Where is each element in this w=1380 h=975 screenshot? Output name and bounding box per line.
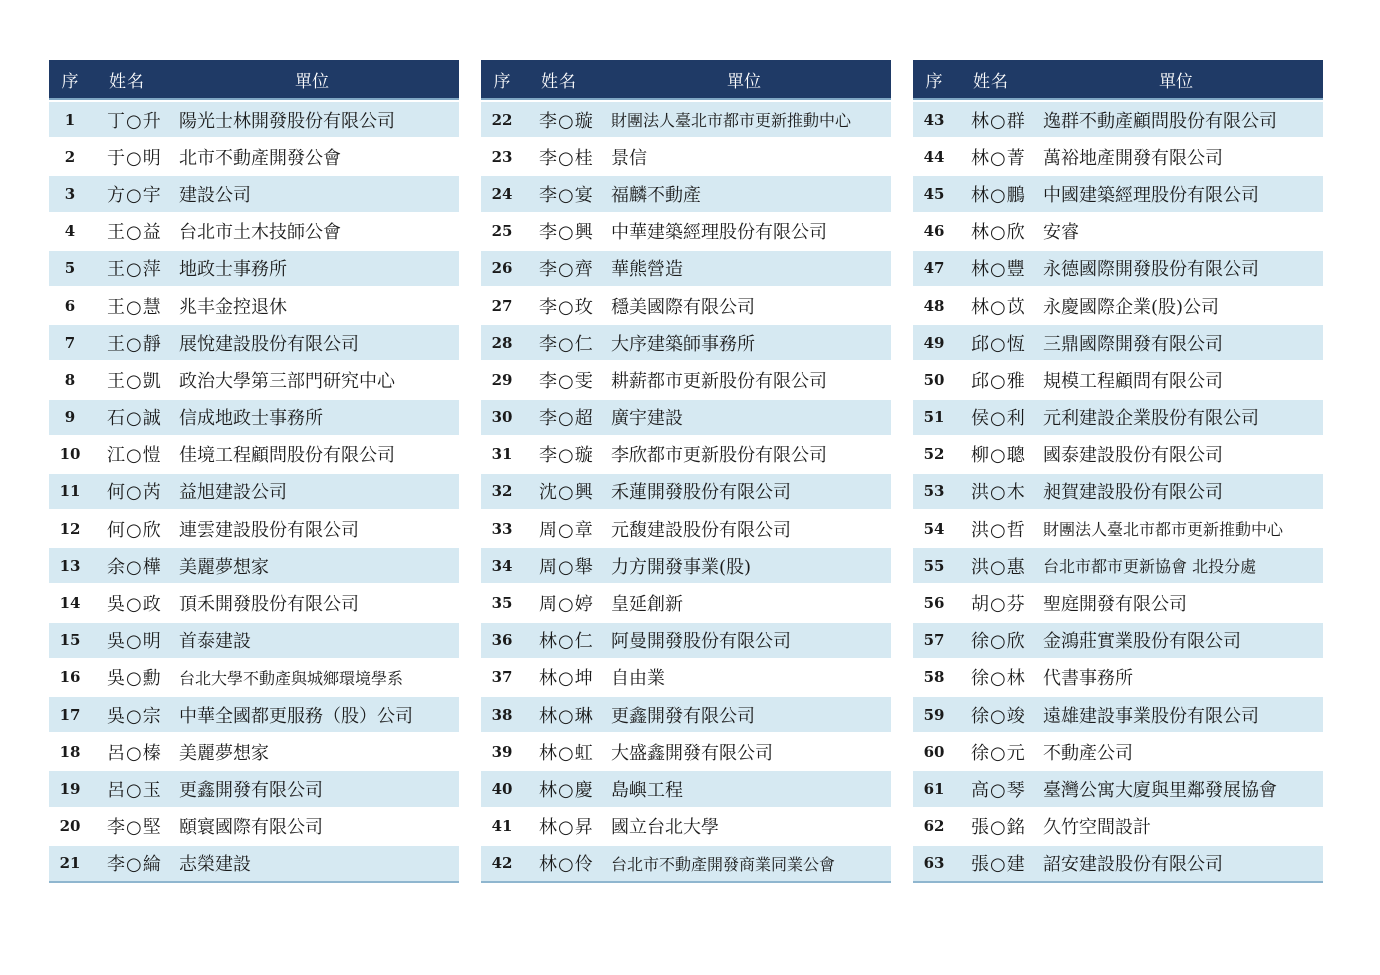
cell-no: 34 xyxy=(491,556,513,575)
cell-name: 洪○哲 xyxy=(971,519,1026,541)
cell-no: 54 xyxy=(923,519,945,538)
cell-name: 呂○玉 xyxy=(107,779,162,801)
cell-no: 8 xyxy=(64,370,76,389)
table-row xyxy=(481,437,891,472)
cell-no: 3 xyxy=(64,184,76,203)
cell-unit: 志榮建設 xyxy=(179,854,251,876)
cell-no: 5 xyxy=(64,259,76,278)
cell-name: 李○堅 xyxy=(107,817,162,839)
cell-no: 9 xyxy=(64,408,76,427)
table-row xyxy=(49,548,459,583)
cell-unit: 展悅建設股份有限公司 xyxy=(179,333,359,355)
cell-no: 45 xyxy=(923,184,945,203)
cell-unit: 福麟不動產 xyxy=(611,184,701,206)
table-row xyxy=(49,771,459,806)
cell-no: 2 xyxy=(64,147,76,166)
table-row xyxy=(913,809,1323,844)
cell-no: 43 xyxy=(923,110,945,129)
cell-no: 13 xyxy=(59,556,81,575)
cell-unit: 陽光士林開發股份有限公司 xyxy=(179,110,395,132)
cell-unit: 美麗夢想家 xyxy=(179,742,269,764)
cell-no: 41 xyxy=(491,817,513,836)
cell-name: 周○舉 xyxy=(539,556,594,578)
cell-name: 王○靜 xyxy=(107,333,162,355)
cell-name: 余○樺 xyxy=(107,556,162,578)
cell-name: 何○欣 xyxy=(107,519,162,541)
cell-no: 21 xyxy=(59,854,81,873)
cell-no: 31 xyxy=(491,445,513,464)
cell-unit: 中華建築經理股份有限公司 xyxy=(611,222,827,244)
cell-unit: 李欣都市更新股份有限公司 xyxy=(611,445,827,467)
cell-unit: 元利建設企業股份有限公司 xyxy=(1043,408,1259,430)
table-row xyxy=(49,139,459,174)
table-row xyxy=(481,176,891,211)
cell-no: 63 xyxy=(923,854,945,873)
cell-no: 29 xyxy=(491,370,513,389)
header-unit: 單位 xyxy=(727,71,761,92)
cell-no: 61 xyxy=(923,779,945,798)
cell-name: 林○鵬 xyxy=(971,184,1026,206)
cell-unit: 禾蓮開發股份有限公司 xyxy=(611,482,791,504)
cell-unit: 美麗夢想家 xyxy=(179,556,269,578)
cell-no: 36 xyxy=(491,631,513,650)
cell-no: 14 xyxy=(59,594,81,613)
cell-name: 李○仁 xyxy=(539,333,594,355)
cell-unit: 台北市都市更新協會 北投分處 xyxy=(1043,557,1257,577)
cell-unit: 大序建築師事務所 xyxy=(611,333,755,355)
cell-unit: 阿曼開發股份有限公司 xyxy=(611,631,791,653)
cell-name: 高○琴 xyxy=(971,779,1026,801)
table-header xyxy=(49,60,459,100)
cell-unit: 兆丰金控退休 xyxy=(179,296,287,318)
cell-name: 李○超 xyxy=(539,408,594,430)
cell-no: 6 xyxy=(64,296,76,315)
table-header xyxy=(481,60,891,100)
table-row xyxy=(913,102,1323,137)
cell-unit: 穩美國際有限公司 xyxy=(611,296,755,318)
cell-name: 林○坤 xyxy=(539,668,594,690)
table-row xyxy=(49,437,459,472)
cell-unit: 廣宇建設 xyxy=(611,408,683,430)
cell-no: 30 xyxy=(491,408,513,427)
table-column-1 xyxy=(49,60,459,883)
cell-unit: 遠雄建設事業股份有限公司 xyxy=(1043,705,1259,727)
cell-unit: 景信 xyxy=(611,147,647,169)
table-row xyxy=(913,771,1323,806)
cell-name: 李○興 xyxy=(539,222,594,244)
table-row xyxy=(913,288,1323,323)
cell-name: 丁○升 xyxy=(107,110,162,132)
cell-name: 張○建 xyxy=(971,854,1026,876)
cell-name: 林○琳 xyxy=(539,705,594,727)
cell-no: 1 xyxy=(64,110,76,129)
cell-no: 51 xyxy=(923,408,945,427)
table-row xyxy=(481,214,891,249)
cell-unit: 聖庭開發有限公司 xyxy=(1043,594,1187,616)
table-row xyxy=(49,325,459,360)
cell-name: 江○愷 xyxy=(107,445,162,467)
cell-no: 11 xyxy=(59,482,81,501)
cell-name: 沈○興 xyxy=(539,482,594,504)
table-row xyxy=(913,846,1323,881)
table-body xyxy=(49,102,459,881)
cell-unit: 臺灣公寓大廈與里鄰發展協會 xyxy=(1043,779,1277,801)
cell-no: 7 xyxy=(64,333,76,352)
cell-name: 方○宇 xyxy=(107,184,162,206)
cell-unit: 規模工程顧問有限公司 xyxy=(1043,370,1223,392)
cell-no: 17 xyxy=(59,705,81,724)
table-body xyxy=(481,102,891,881)
table-row xyxy=(913,697,1323,732)
cell-unit: 信成地政士事務所 xyxy=(179,408,323,430)
cell-unit: 益旭建設公司 xyxy=(179,482,287,504)
cell-name: 侯○利 xyxy=(971,408,1026,430)
cell-name: 洪○惠 xyxy=(971,556,1026,578)
cell-unit: 萬裕地產開發有限公司 xyxy=(1043,147,1223,169)
cell-no: 48 xyxy=(923,296,945,315)
header-no: 序 xyxy=(61,71,79,92)
cell-no: 37 xyxy=(491,668,513,687)
table-row xyxy=(481,251,891,286)
table-row xyxy=(913,623,1323,658)
cell-unit: 連雲建設股份有限公司 xyxy=(179,519,359,541)
header-name: 姓名 xyxy=(541,71,577,92)
cell-no: 12 xyxy=(59,519,81,538)
header-name: 姓名 xyxy=(973,71,1009,92)
cell-name: 徐○欣 xyxy=(971,631,1026,653)
table-column-2 xyxy=(481,60,891,883)
cell-unit: 永德國際開發股份有限公司 xyxy=(1043,259,1259,281)
cell-unit: 財團法人臺北市都市更新推動中心 xyxy=(1043,520,1284,540)
table-row xyxy=(49,362,459,397)
cell-no: 19 xyxy=(59,779,81,798)
table-row xyxy=(913,548,1323,583)
table-row xyxy=(481,139,891,174)
table-row xyxy=(481,846,891,881)
table-row xyxy=(49,102,459,137)
cell-unit: 中國建築經理股份有限公司 xyxy=(1043,184,1259,206)
table-row xyxy=(913,474,1323,509)
cell-no: 59 xyxy=(923,705,945,724)
cell-name: 吳○政 xyxy=(107,594,162,616)
cell-no: 46 xyxy=(923,222,945,241)
cell-no: 32 xyxy=(491,482,513,501)
table-row xyxy=(481,548,891,583)
table-row xyxy=(481,511,891,546)
cell-unit: 逸群不動產顧問股份有限公司 xyxy=(1043,110,1277,132)
cell-unit: 頂禾開發股份有限公司 xyxy=(179,594,359,616)
cell-unit: 昶賀建設股份有限公司 xyxy=(1043,482,1223,504)
cell-unit: 代書事務所 xyxy=(1043,668,1133,690)
cell-no: 50 xyxy=(923,370,945,389)
cell-no: 42 xyxy=(491,854,513,873)
table-row xyxy=(913,734,1323,769)
cell-unit: 自由業 xyxy=(611,668,665,690)
cell-name: 林○慶 xyxy=(539,779,594,801)
header-no: 序 xyxy=(493,71,511,92)
cell-unit: 大盛鑫開發有限公司 xyxy=(611,742,773,764)
cell-name: 周○章 xyxy=(539,519,594,541)
table-row xyxy=(481,362,891,397)
cell-name: 林○欣 xyxy=(971,222,1026,244)
cell-name: 邱○恆 xyxy=(971,333,1026,355)
cell-no: 53 xyxy=(923,482,945,501)
cell-name: 柳○聰 xyxy=(971,445,1026,467)
cell-name: 李○宴 xyxy=(539,184,594,206)
cell-no: 60 xyxy=(923,742,945,761)
table-row xyxy=(49,585,459,620)
cell-no: 15 xyxy=(59,631,81,650)
header-unit: 單位 xyxy=(1159,71,1193,92)
cell-name: 張○銘 xyxy=(971,817,1026,839)
cell-unit: 台北市不動產開發商業同業公會 xyxy=(611,854,836,874)
cell-no: 57 xyxy=(923,631,945,650)
cell-no: 55 xyxy=(923,556,945,575)
table-row xyxy=(49,623,459,658)
cell-name: 邱○雅 xyxy=(971,370,1026,392)
cell-no: 58 xyxy=(923,668,945,687)
table-row xyxy=(913,660,1323,695)
table-row xyxy=(481,325,891,360)
cell-name: 吳○勳 xyxy=(107,668,162,690)
table-row xyxy=(913,139,1323,174)
cell-name: 李○璇 xyxy=(539,110,594,132)
cell-no: 22 xyxy=(491,110,513,129)
header-name: 姓名 xyxy=(109,71,145,92)
cell-unit: 皇延創新 xyxy=(611,594,683,616)
cell-no: 39 xyxy=(491,742,513,761)
table-row xyxy=(49,511,459,546)
table-row xyxy=(481,697,891,732)
cell-unit: 財團法人臺北市都市更新推動中心 xyxy=(611,111,852,131)
cell-name: 林○伶 xyxy=(539,854,594,876)
cell-unit: 金鴻莊實業股份有限公司 xyxy=(1043,631,1241,653)
table-row xyxy=(913,437,1323,472)
table-row xyxy=(49,214,459,249)
cell-unit: 島嶼工程 xyxy=(611,779,683,801)
table-row xyxy=(49,697,459,732)
cell-name: 胡○芬 xyxy=(971,594,1026,616)
cell-name: 李○綸 xyxy=(107,854,162,876)
cell-name: 李○璇 xyxy=(539,445,594,467)
cell-unit: 元馥建設股份有限公司 xyxy=(611,519,791,541)
table-row xyxy=(49,176,459,211)
cell-name: 李○齊 xyxy=(539,259,594,281)
cell-no: 10 xyxy=(59,445,81,464)
cell-unit: 台北市土木技師公會 xyxy=(179,222,341,244)
cell-unit: 久竹空間設計 xyxy=(1043,817,1151,839)
cell-unit: 首泰建設 xyxy=(179,631,251,653)
cell-unit: 國泰建設股份有限公司 xyxy=(1043,445,1223,467)
cell-unit: 地政士事務所 xyxy=(179,259,287,281)
cell-unit: 國立台北大學 xyxy=(611,817,719,839)
table-row xyxy=(49,251,459,286)
header-no: 序 xyxy=(925,71,943,92)
cell-unit: 不動產公司 xyxy=(1043,742,1133,764)
cell-no: 49 xyxy=(923,333,945,352)
cell-no: 20 xyxy=(59,817,81,836)
table-row xyxy=(49,846,459,881)
cell-no: 52 xyxy=(923,445,945,464)
table-row xyxy=(913,214,1323,249)
cell-no: 47 xyxy=(923,259,945,278)
cell-no: 23 xyxy=(491,147,513,166)
cell-no: 38 xyxy=(491,705,513,724)
table-row xyxy=(913,251,1323,286)
cell-unit: 耕薪都市更新股份有限公司 xyxy=(611,370,827,392)
table-row xyxy=(481,623,891,658)
cell-name: 李○雯 xyxy=(539,370,594,392)
table-row xyxy=(481,734,891,769)
cell-unit: 台北大學不動產與城鄉環境學系 xyxy=(179,668,404,688)
table-header xyxy=(913,60,1323,100)
cell-name: 李○桂 xyxy=(539,147,594,169)
table-row xyxy=(913,176,1323,211)
table-row xyxy=(481,771,891,806)
cell-no: 27 xyxy=(491,296,513,315)
cell-no: 24 xyxy=(491,184,513,203)
cell-unit: 永慶國際企業(股)公司 xyxy=(1043,296,1220,318)
cell-no: 33 xyxy=(491,519,513,538)
cell-no: 35 xyxy=(491,594,513,613)
cell-unit: 佳境工程顧問股份有限公司 xyxy=(179,445,395,467)
cell-name: 林○仁 xyxy=(539,631,594,653)
table-row xyxy=(481,102,891,137)
table-column-3 xyxy=(913,60,1323,883)
table-row xyxy=(481,400,891,435)
cell-name: 王○凱 xyxy=(107,370,162,392)
cell-name: 林○菁 xyxy=(971,147,1026,169)
cell-unit: 中華全國都更服務（股）公司 xyxy=(179,705,413,727)
cell-unit: 詔安建設股份有限公司 xyxy=(1043,854,1223,876)
cell-name: 林○苡 xyxy=(971,296,1026,318)
cell-unit: 更鑫開發有限公司 xyxy=(611,705,755,727)
cell-unit: 政治大學第三部門研究中心 xyxy=(179,370,395,392)
cell-name: 王○慧 xyxy=(107,296,162,318)
cell-unit: 三鼎國際開發有限公司 xyxy=(1043,333,1223,355)
cell-name: 李○玫 xyxy=(539,296,594,318)
table-row xyxy=(481,474,891,509)
table-row xyxy=(481,809,891,844)
cell-name: 何○芮 xyxy=(107,482,162,504)
table-row xyxy=(49,809,459,844)
cell-unit: 華熊營造 xyxy=(611,259,683,281)
cell-no: 62 xyxy=(923,817,945,836)
cell-name: 林○昇 xyxy=(539,817,594,839)
table-row xyxy=(913,511,1323,546)
cell-name: 林○虹 xyxy=(539,742,594,764)
cell-no: 40 xyxy=(491,779,513,798)
cell-name: 林○群 xyxy=(971,110,1026,132)
cell-name: 王○萍 xyxy=(107,259,162,281)
table-row xyxy=(49,400,459,435)
table-row xyxy=(49,474,459,509)
cell-name: 吳○宗 xyxy=(107,705,162,727)
cell-name: 王○益 xyxy=(107,222,162,244)
cell-name: 徐○林 xyxy=(971,668,1026,690)
cell-no: 25 xyxy=(491,222,513,241)
cell-no: 44 xyxy=(923,147,945,166)
table-row xyxy=(913,400,1323,435)
cell-unit: 力方開發事業(股) xyxy=(611,556,752,578)
cell-no: 56 xyxy=(923,594,945,613)
table-row xyxy=(49,734,459,769)
table-row xyxy=(49,288,459,323)
cell-no: 26 xyxy=(491,259,513,278)
table-row xyxy=(49,660,459,695)
cell-no: 4 xyxy=(64,222,76,241)
cell-unit: 建設公司 xyxy=(179,184,251,206)
cell-no: 16 xyxy=(59,668,81,687)
cell-name: 石○誠 xyxy=(107,408,162,430)
table-row xyxy=(913,362,1323,397)
cell-no: 18 xyxy=(59,742,81,761)
cell-unit: 更鑫開發有限公司 xyxy=(179,779,323,801)
cell-name: 洪○木 xyxy=(971,482,1026,504)
cell-name: 徐○元 xyxy=(971,742,1026,764)
cell-name: 呂○榛 xyxy=(107,742,162,764)
table-row xyxy=(481,585,891,620)
cell-unit: 頤寰國際有限公司 xyxy=(179,817,323,839)
table-row xyxy=(481,660,891,695)
cell-no: 28 xyxy=(491,333,513,352)
table-body xyxy=(913,102,1323,881)
header-unit: 單位 xyxy=(295,71,329,92)
cell-name: 于○明 xyxy=(107,147,162,169)
table-row xyxy=(481,288,891,323)
cell-name: 徐○竣 xyxy=(971,705,1026,727)
cell-name: 吳○明 xyxy=(107,631,162,653)
cell-name: 林○豐 xyxy=(971,259,1026,281)
cell-unit: 北市不動產開發公會 xyxy=(179,147,341,169)
cell-name: 周○婷 xyxy=(539,594,594,616)
table-row xyxy=(913,585,1323,620)
cell-unit: 安睿 xyxy=(1043,222,1079,244)
table-row xyxy=(913,325,1323,360)
